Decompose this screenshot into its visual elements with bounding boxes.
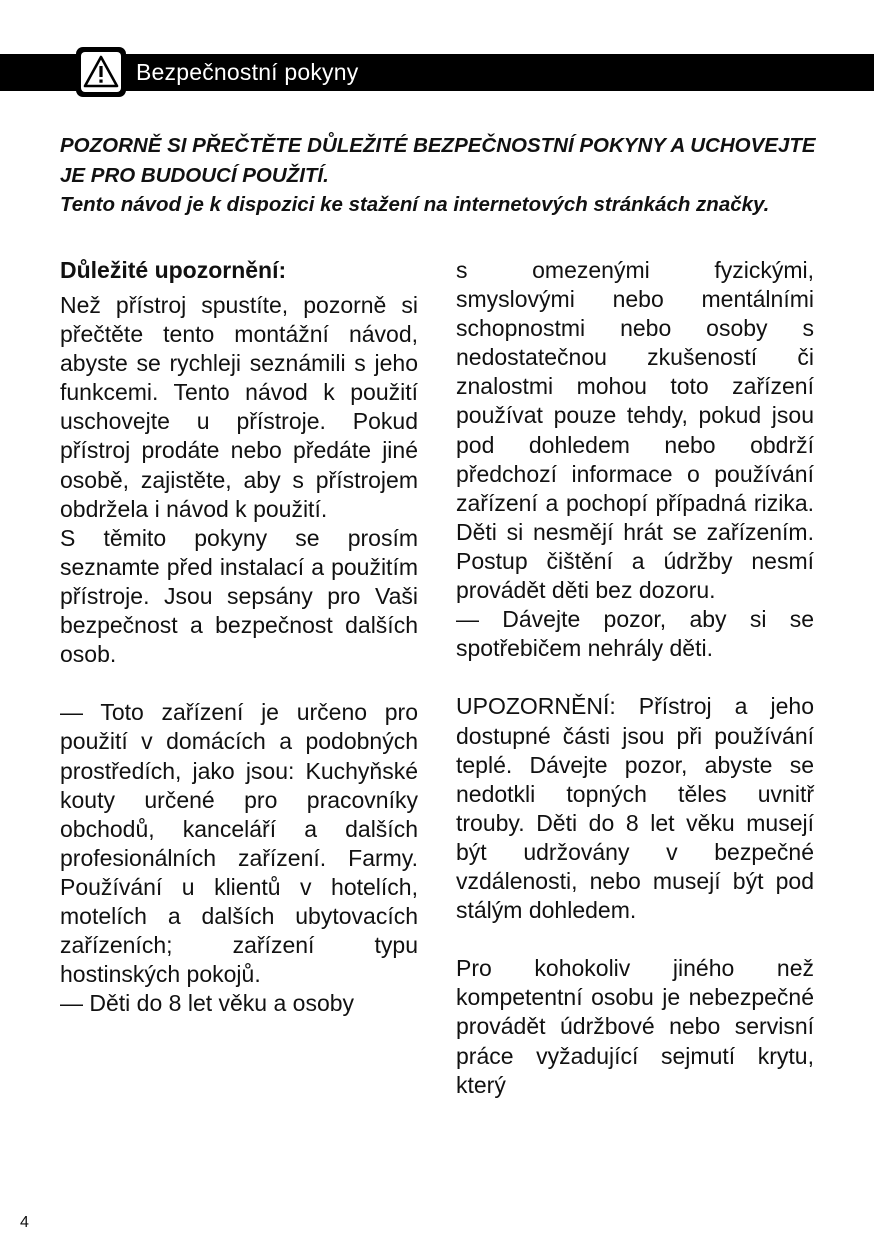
intro-warning-line: POZORNĚ SI PŘEČTĚTE DŮLEŽITÉ BEZPEČNOSTNÍ POKYNY A UCHOVEJTE JE PRO BUDOUCÍ POUŽITÍ. xyxy=(60,134,816,187)
right-column xyxy=(456,256,814,1100)
section-title: Bezpečnostní pokyny xyxy=(136,59,359,85)
paragraph: s omezenými fyzickými, smyslovými nebo mentálními schopnostmi nebo osoby s nedostatečnou zkušeností či znalostmi mohou toto zařízení používat pouze tehdy, pokud jsou pod dohledem nebo obdrží předchozí informace o používání zařízení a pochopí případná rizika. Děti si nesmějí hrát se zařízením. Postup čištění a údržby nesmí provádět děti bez dozoru. xyxy=(456,257,814,604)
paragraph: — Toto zařízení je určeno pro použití v domácích a podobných prostředích, jako jsou: Kuchyňské kouty určené pro pracovníky obchodů, kanceláří a dalších profesionálních zařízení. Farmy. Používání u klientů v hotelích, motelích a dalších ubytovacích zařízeních; zařízení typu hostinských pokojů. xyxy=(60,699,418,988)
paragraph: Než přístroj spustíte, pozorně si přečtěte tento montážní návod, abyste se rychleji seznámili s jeho funkcemi. Tento návod k použití uschovejte u přístroje. Pokud přístroj prodáte nebo předáte jiné osobě, zajistěte, aby s přístrojem obdržela i návod k použití. xyxy=(60,292,418,522)
warning-badge xyxy=(76,47,126,97)
important-notice-heading: Důležité upozornění: xyxy=(60,257,287,283)
paragraph: UPOZORNĚNÍ: Přístroj a jeho dostupné části jsou při používání teplé. Dávejte pozor, abyste se nedotkli topných těles uvnitř trouby. Děti do 8 let věku musejí být udržovány v bezpečné vzdálenosti, nebo musejí být pod stálým dohledem. xyxy=(456,693,814,924)
paragraph: — Děti do 8 let věku a osoby xyxy=(60,990,355,1017)
page-number: 4 xyxy=(20,1214,29,1231)
left-column xyxy=(60,256,418,1018)
header-bar xyxy=(0,54,874,91)
paragraph: — Dávejte pozor, aby si se spotřebičem nehrály děti. xyxy=(456,606,814,662)
warning-triangle-icon xyxy=(83,54,119,90)
intro-download-line: Tento návod je k dispozici ke stažení na internetových stránkách značky. xyxy=(60,193,770,216)
intro-notice xyxy=(60,131,816,220)
paragraph: S těmito pokyny se prosím seznamte před instalací a použitím přístroje. Jsou sepsány pro Vaši bezpečnost a bezpečnost dalších osob. xyxy=(60,524,418,668)
paragraph: Pro kohokoliv jiného než kompetentní osobu je nebezpečné provádět údržbové nebo servisní práce vyžadující sejmutí krytu, který xyxy=(456,955,814,1098)
